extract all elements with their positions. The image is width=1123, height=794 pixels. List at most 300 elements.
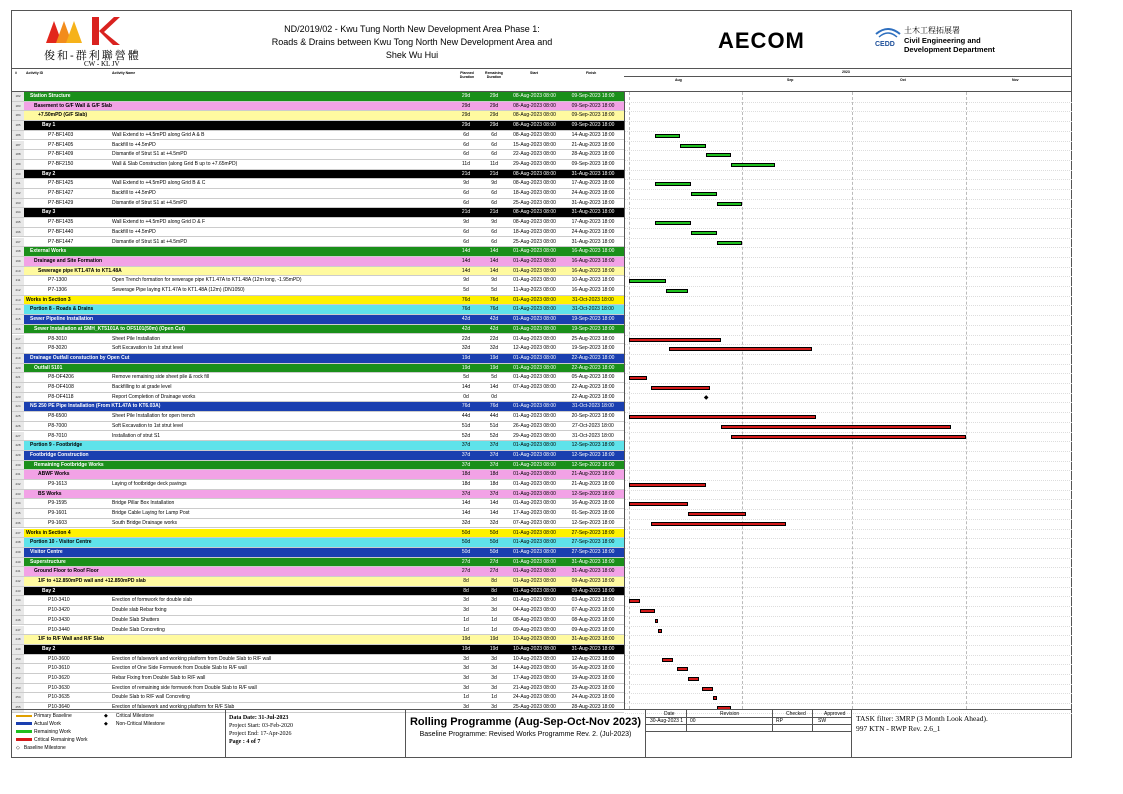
task-filter — [856, 714, 988, 734]
gantt-bar[interactable] — [691, 192, 717, 196]
finish-date: 24-Aug-2023 18:00 — [571, 190, 615, 196]
row-number: 247 — [12, 626, 24, 635]
start-date: 29-Aug-2023 08:00 — [513, 432, 556, 439]
revision-date: 30-Aug-2023 1 — [650, 718, 684, 724]
planned-duration: 29d — [461, 93, 471, 99]
gantt-bar[interactable] — [680, 144, 706, 148]
planned-duration: 22d — [461, 335, 471, 342]
activity-row[interactable] — [12, 655, 624, 665]
planned-duration: 29d — [461, 102, 471, 109]
finish-date: 21-Aug-2023 18:00 — [571, 471, 615, 478]
summary-row[interactable] — [12, 208, 624, 218]
remaining-duration: 29d — [489, 112, 499, 119]
start-date: 25-Aug-2023 08:00 — [513, 199, 556, 206]
row-number: 186 — [12, 131, 24, 140]
activity-row[interactable] — [12, 412, 624, 422]
activity-id: Drainage Outfall constuction by Open Cut — [30, 354, 130, 361]
row-gridline — [625, 150, 1072, 151]
activity-id: Sewerage pipe KT1.47A to KT1.48A — [38, 267, 122, 274]
gantt-bar[interactable] — [629, 483, 706, 487]
remaining-duration: 3d — [491, 675, 497, 681]
gantt-bar[interactable] — [706, 153, 732, 157]
remaining-duration: 9d — [491, 180, 497, 187]
row-gridline — [625, 111, 1072, 112]
activity-id: Portion 10 - Visitor Centre — [30, 539, 92, 546]
timeline-month-nov: Nov — [1012, 78, 1019, 82]
summary-row[interactable] — [12, 247, 624, 257]
gantt-bar[interactable] — [688, 677, 699, 681]
row-number: 191 — [12, 179, 24, 188]
timeline-year: 2023 — [842, 70, 850, 74]
activity-id: P10-3620 — [48, 675, 70, 681]
jv-abbreviation: CW - KL JV — [84, 60, 120, 68]
finish-date: 31-Aug-2023 18:00 — [571, 558, 615, 565]
row-gridline — [625, 538, 1072, 539]
row-gridline — [625, 548, 1072, 549]
planned-duration: 76d — [461, 306, 471, 313]
activity-row[interactable] — [12, 596, 624, 606]
row-number: 245 — [12, 606, 24, 615]
summary-row[interactable] — [12, 587, 624, 597]
row-number: 219 — [12, 354, 24, 363]
summary-row[interactable] — [12, 470, 624, 480]
gantt-bar[interactable] — [629, 599, 640, 603]
row-gridline — [625, 141, 1072, 142]
summary-row[interactable] — [12, 645, 624, 655]
start-date: 01-Aug-2023 08:00 — [513, 374, 556, 381]
planned-duration: 9d — [463, 277, 469, 284]
col-activity-id: Activity ID — [26, 71, 44, 75]
remaining-duration: 3d — [491, 684, 497, 691]
gantt-bar[interactable] — [655, 619, 659, 623]
cedd-abbr: CEDD — [875, 41, 895, 48]
remaining-duration: 44d — [489, 413, 499, 420]
activity-id: NS 250 PE Pipe Installation (From KT1.47A to KT6.03A) — [30, 403, 161, 410]
gantt-bar[interactable] — [655, 134, 681, 138]
row-gridline — [625, 616, 1072, 617]
activity-row[interactable] — [12, 228, 624, 238]
activity-name: Double slab Rebar fixing — [112, 607, 167, 614]
planned-duration: 27d — [461, 558, 471, 565]
activity-id: Bay 1 — [42, 122, 56, 129]
gantt-bar[interactable] — [731, 163, 775, 167]
summary-row[interactable] — [12, 305, 624, 315]
summary-row[interactable] — [12, 267, 624, 277]
finish-date: 01-Sep-2023 18:00 — [571, 510, 615, 517]
activity-name: Dismantle of Strut S1 at +4.5mPD — [112, 199, 188, 206]
remaining-duration: 21d — [489, 170, 499, 177]
summary-row[interactable] — [12, 121, 624, 131]
start-date: 01-Aug-2023 08:00 — [513, 248, 556, 255]
gantt-bar[interactable] — [721, 425, 952, 429]
gantt-bar[interactable] — [629, 502, 688, 506]
remaining-duration: 14d — [489, 257, 499, 264]
row-gridline — [625, 354, 1072, 355]
start-date: 08-Aug-2023 08:00 — [513, 131, 556, 138]
finish-date: 03-Aug-2023 18:00 — [571, 597, 615, 604]
row-number: 248 — [12, 635, 24, 644]
row-number: 244 — [12, 596, 24, 605]
finish-date: 21-Aug-2023 18:00 — [571, 481, 615, 487]
start-date: 01-Aug-2023 08:00 — [513, 442, 556, 449]
summary-row[interactable] — [12, 92, 624, 102]
row-number: 182 — [12, 92, 24, 101]
summary-row[interactable] — [12, 558, 624, 568]
row-number: 210 — [12, 267, 24, 276]
start-date: 01-Aug-2023 08:00 — [513, 481, 556, 487]
summary-row[interactable] — [12, 257, 624, 267]
activity-name: Wall Extend to +4.5mPD along Grid B & C — [112, 180, 206, 187]
remaining-duration: 6d — [491, 228, 497, 235]
activity-id: Remaining Footbridge Works — [34, 461, 104, 468]
activity-row[interactable] — [12, 344, 624, 354]
finish-date: 16-Aug-2023 18:00 — [571, 287, 615, 293]
row-gridline — [625, 655, 1072, 656]
activity-id: P9-1595 — [48, 500, 67, 507]
planned-duration: 52d — [461, 432, 471, 439]
gantt-bar[interactable] — [651, 522, 786, 526]
gantt-bar[interactable] — [655, 182, 692, 186]
finish-date: 19-Aug-2023 18:00 — [571, 675, 615, 681]
start-date: 11-Aug-2023 08:00 — [513, 287, 556, 293]
planned-duration: 6d — [463, 228, 469, 235]
gantt-bar[interactable] — [629, 279, 666, 283]
project-title-line2: Roads & Drains between Kwu Tong North New Development Area and Shek Wu Hui — [271, 37, 553, 60]
start-date: 29-Aug-2023 08:00 — [513, 160, 556, 167]
activity-name: Sheet Pile Installation — [112, 335, 161, 342]
activity-row[interactable] — [12, 286, 624, 296]
activity-id: Bay 2 — [42, 170, 56, 177]
finish-date: 10-Aug-2023 18:00 — [571, 277, 615, 284]
finish-date: 08-Aug-2023 18:00 — [571, 616, 615, 623]
report-subtitle: Baseline Programme: Revised Works Programme Rev. 2. (Jul-2023) — [419, 731, 632, 738]
activity-name: Erection of falsework and working platform from Double Slab to R/F wall — [112, 655, 272, 662]
remaining-duration: 50d — [489, 548, 499, 555]
remaining-duration: 19d — [489, 364, 499, 371]
start-date: 24-Aug-2023 08:00 — [513, 694, 556, 701]
activity-row[interactable] — [12, 218, 624, 228]
row-number: 199 — [12, 257, 24, 266]
row-number: 239 — [12, 548, 24, 557]
activity-row[interactable] — [12, 509, 624, 519]
finish-date: 31-Aug-2023 18:00 — [571, 636, 615, 643]
activity-id: Outfall 5101 — [34, 364, 63, 371]
activity-name: Dismantle of Strut S1 at +4.5mPD — [112, 151, 188, 158]
activity-row[interactable] — [12, 276, 624, 286]
activity-name: Backfilling to at grade level — [112, 384, 172, 390]
summary-row[interactable] — [12, 577, 624, 587]
activity-id: P9-1613 — [48, 481, 67, 487]
start-date: 08-Aug-2023 08:00 — [513, 616, 556, 623]
planned-duration: 37d — [461, 490, 471, 497]
row-gridline — [625, 189, 1072, 190]
summary-row[interactable] — [12, 102, 624, 112]
row-gridline — [625, 432, 1072, 433]
finish-date: 09-Sep-2023 18:00 — [571, 112, 615, 119]
planned-duration: 3d — [463, 684, 469, 691]
activity-id: Bay 2 — [42, 587, 56, 594]
gantt-bar[interactable] — [658, 629, 662, 633]
project-title — [262, 23, 562, 62]
cedd-chinese-name: 土木工程拓展署 — [904, 26, 960, 35]
gantt-bar[interactable] — [669, 347, 812, 351]
start-date: 15-Aug-2023 08:00 — [513, 141, 556, 148]
timeline-month-aug: Aug — [675, 78, 682, 82]
gantt-bar[interactable] — [677, 667, 688, 671]
remaining-duration: 1d — [491, 616, 497, 623]
remaining-duration: 3d — [491, 655, 497, 662]
gantt-bar[interactable] — [691, 231, 717, 235]
finish-date: 27-Oct-2023 18:00 — [572, 422, 614, 429]
activity-id: Portion 9 - Footbridge — [30, 442, 83, 449]
planned-duration: 29d — [461, 122, 471, 129]
activity-id: P10-3430 — [48, 616, 70, 623]
gantt-bar[interactable] — [662, 658, 673, 662]
gantt-bar[interactable] — [702, 687, 713, 691]
activity-name: Open Trench formation for sewerage pipe KT1.47A to KT1.48A (12m long, -1.95mPD) — [112, 277, 302, 284]
start-date: 22-Aug-2023 08:00 — [513, 151, 556, 158]
start-date: 01-Aug-2023 08:00 — [513, 413, 556, 420]
row-number: 195 — [12, 218, 24, 227]
finish-date: 16-Aug-2023 18:00 — [571, 500, 615, 507]
planned-duration: 42d — [461, 316, 471, 323]
activity-id: P8-OF4108 — [48, 384, 74, 390]
gantt-bar[interactable] — [651, 386, 710, 390]
page-header — [12, 11, 1071, 69]
summary-row[interactable] — [12, 325, 624, 335]
planned-duration: 3d — [463, 704, 469, 711]
project-title-line1: ND/2019/02 - Kwu Tung North New Development Area Phase 1: — [284, 24, 540, 34]
row-number: 211 — [12, 276, 24, 285]
gantt-bar[interactable] — [629, 415, 816, 419]
activity-row[interactable] — [12, 693, 624, 703]
planned-duration: 50d — [461, 548, 471, 555]
activity-id: P7-BF1403 — [48, 131, 74, 138]
summary-row[interactable] — [12, 548, 624, 558]
row-number: 196 — [12, 228, 24, 237]
start-date: 14-Aug-2023 08:00 — [513, 665, 556, 672]
activity-id: P7-BF1429 — [48, 199, 74, 206]
start-date: 08-Aug-2023 08:00 — [513, 170, 556, 177]
summary-row[interactable] — [12, 441, 624, 451]
activity-row[interactable] — [12, 684, 624, 694]
activity-row[interactable] — [12, 664, 624, 674]
planned-duration: 19d — [461, 364, 471, 371]
activity-id: P7-BF1409 — [48, 151, 74, 158]
row-number: 246 — [12, 616, 24, 625]
cedd-emblem-icon — [874, 24, 902, 50]
remaining-duration: 6d — [491, 190, 497, 196]
gantt-bar[interactable] — [717, 241, 743, 245]
row-gridline — [625, 635, 1072, 636]
row-number: 237 — [12, 529, 24, 538]
finish-date: 31-Aug-2023 18:00 — [571, 645, 615, 652]
row-gridline — [625, 247, 1072, 248]
summary-row[interactable] — [12, 402, 624, 412]
start-date: 08-Aug-2023 08:00 — [513, 209, 556, 216]
summary-row[interactable] — [12, 461, 624, 471]
activity-row[interactable] — [12, 626, 624, 636]
activity-row[interactable] — [12, 383, 624, 393]
legend-baseline-milestone: ◇ Baseline Milestone — [16, 745, 66, 751]
summary-row[interactable] — [12, 170, 624, 180]
summary-row[interactable] — [12, 296, 624, 306]
gantt-bar[interactable] — [688, 512, 747, 516]
summary-row[interactable] — [12, 111, 624, 121]
row-number: 234 — [12, 499, 24, 508]
revision-header: Revision — [720, 711, 740, 717]
activity-row[interactable] — [12, 150, 624, 160]
remaining-duration: 29d — [489, 93, 499, 99]
finish-date: 12-Sep-2023 18:00 — [571, 519, 615, 526]
start-date: 25-Aug-2023 08:00 — [513, 238, 556, 245]
gantt-bar[interactable] — [713, 696, 717, 700]
planned-duration: 6d — [463, 131, 469, 138]
activity-id: Sewer Installation at SMH_KT5101A to OF5101(50m) (Open Cut) — [34, 325, 185, 332]
activity-row[interactable] — [12, 432, 624, 442]
activity-id: P10-3440 — [48, 626, 70, 633]
revision-checked-header: Checked — [786, 711, 806, 717]
activity-row[interactable] — [12, 422, 624, 432]
summary-row[interactable] — [12, 538, 624, 548]
remaining-duration: 29d — [489, 102, 499, 109]
gantt-bar[interactable] — [629, 338, 721, 342]
legend-critical-remaining-work: Critical Remaining Work — [16, 737, 88, 743]
row-gridline — [625, 102, 1072, 103]
summary-row[interactable] — [12, 635, 624, 645]
planned-duration: 14d — [461, 384, 471, 390]
gantt-bar[interactable] — [731, 435, 965, 439]
row-number: 223 — [12, 393, 24, 402]
start-date: 01-Aug-2023 08:00 — [513, 578, 556, 584]
activity-id: P7-BF1440 — [48, 228, 74, 235]
start-date: 04-Aug-2023 08:00 — [513, 607, 556, 614]
gantt-bar[interactable] — [655, 221, 692, 225]
activity-name: Laying of footbridge deck pavings — [112, 481, 187, 487]
finish-date: 22-Aug-2023 18:00 — [571, 393, 615, 400]
planned-duration: 5d — [463, 374, 469, 381]
legend-non-critical-milestone: ◆ Non-Critical Milestone — [104, 721, 165, 727]
activity-row[interactable] — [12, 199, 624, 209]
planned-duration: 14d — [461, 500, 471, 507]
activity-name: South Bridge Drainage works — [112, 519, 178, 526]
activity-row[interactable] — [12, 480, 624, 490]
summary-row[interactable] — [12, 451, 624, 461]
remaining-duration: 29d — [489, 122, 499, 129]
activity-row[interactable] — [12, 373, 624, 383]
project-info — [226, 710, 406, 758]
revision-approved-header: Approved — [824, 711, 846, 717]
column-header — [12, 69, 1071, 92]
summary-row[interactable] — [12, 364, 624, 374]
finish-date: 16-Aug-2023 18:00 — [571, 257, 615, 264]
start-date: 09-Aug-2023 08:00 — [513, 626, 556, 633]
activity-row[interactable] — [12, 189, 624, 199]
row-gridline — [625, 179, 1072, 180]
gantt-chart — [624, 92, 1071, 709]
start-date: 07-Aug-2023 08:00 — [513, 384, 556, 390]
row-number: 216 — [12, 325, 24, 334]
row-gridline — [625, 170, 1072, 171]
activity-id: ABWF Works — [38, 471, 70, 478]
planned-duration: 3d — [463, 597, 469, 604]
activity-row[interactable] — [12, 499, 624, 509]
remaining-duration: 3d — [491, 665, 497, 672]
summary-row[interactable] — [12, 490, 624, 500]
planned-duration: 9d — [463, 219, 469, 226]
activity-row[interactable] — [12, 519, 624, 529]
activity-name: Double Slab Shutters — [112, 616, 160, 623]
gantt-bar[interactable] — [666, 289, 688, 293]
row-gridline — [625, 626, 1072, 627]
planned-duration: 32d — [461, 519, 471, 526]
finish-date: 09-Aug-2023 18:00 — [571, 578, 615, 584]
row-gridline — [625, 499, 1072, 500]
gantt-bar[interactable] — [629, 376, 647, 380]
project-end: Project End: 17-Apr-2026 — [229, 731, 292, 737]
start-date: 01-Aug-2023 08:00 — [513, 500, 556, 507]
row-number: 226 — [12, 422, 24, 431]
activity-row[interactable] — [12, 238, 624, 248]
summary-row[interactable] — [12, 529, 624, 539]
activity-row[interactable] — [12, 131, 624, 141]
remaining-duration: 18d — [489, 481, 499, 487]
activity-id: Sewer Pipeline Installation — [30, 316, 94, 323]
row-number: 218 — [12, 344, 24, 353]
row-number: 183 — [12, 102, 24, 111]
planned-duration: 44d — [461, 413, 471, 420]
remaining-duration: 32d — [489, 345, 499, 352]
start-date: 01-Aug-2023 08:00 — [513, 316, 556, 323]
activity-row[interactable] — [12, 160, 624, 170]
activity-row[interactable] — [12, 616, 624, 626]
activity-row[interactable] — [12, 179, 624, 189]
start-date: 01-Aug-2023 08:00 — [513, 461, 556, 468]
activity-row[interactable] — [12, 335, 624, 345]
summary-row[interactable] — [12, 354, 624, 364]
finish-date: 09-Sep-2023 18:00 — [571, 102, 615, 109]
row-gridline — [625, 412, 1072, 413]
activity-row[interactable] — [12, 606, 624, 616]
activity-name: Backfill to +4.5mPD — [112, 228, 156, 235]
activity-row[interactable] — [12, 141, 624, 151]
activity-row[interactable] — [12, 393, 624, 403]
planned-duration: 14d — [461, 257, 471, 264]
gantt-bar[interactable] — [640, 609, 655, 613]
row-number: 220 — [12, 364, 24, 373]
finish-date: 14-Aug-2023 18:00 — [571, 131, 615, 138]
finish-date: 19-Sep-2023 18:00 — [571, 345, 615, 352]
summary-row[interactable] — [12, 315, 624, 325]
start-date: 01-Aug-2023 08:00 — [513, 587, 556, 594]
activity-id: P7-BF1425 — [48, 180, 74, 187]
row-gridline — [625, 393, 1072, 394]
summary-row[interactable] — [12, 567, 624, 577]
planned-duration: 9d — [463, 180, 469, 187]
finish-date: 25-Aug-2023 18:00 — [571, 335, 615, 342]
row-gridline — [625, 461, 1072, 462]
gantt-bar[interactable] — [717, 202, 743, 206]
activity-row[interactable] — [12, 674, 624, 684]
remaining-duration: 27d — [489, 558, 499, 565]
activity-name: Erection of One Side Formwork from Double Slab to R/F wall — [112, 665, 247, 672]
milestone-marker[interactable]: ◆ — [703, 394, 709, 401]
remaining-duration: 51d — [489, 422, 499, 429]
planned-duration: 5d — [463, 287, 469, 293]
activity-name: Backfill to +4.5mPD — [112, 141, 156, 148]
row-number: 197 — [12, 238, 24, 247]
finish-date: 22-Aug-2023 18:00 — [571, 354, 615, 361]
